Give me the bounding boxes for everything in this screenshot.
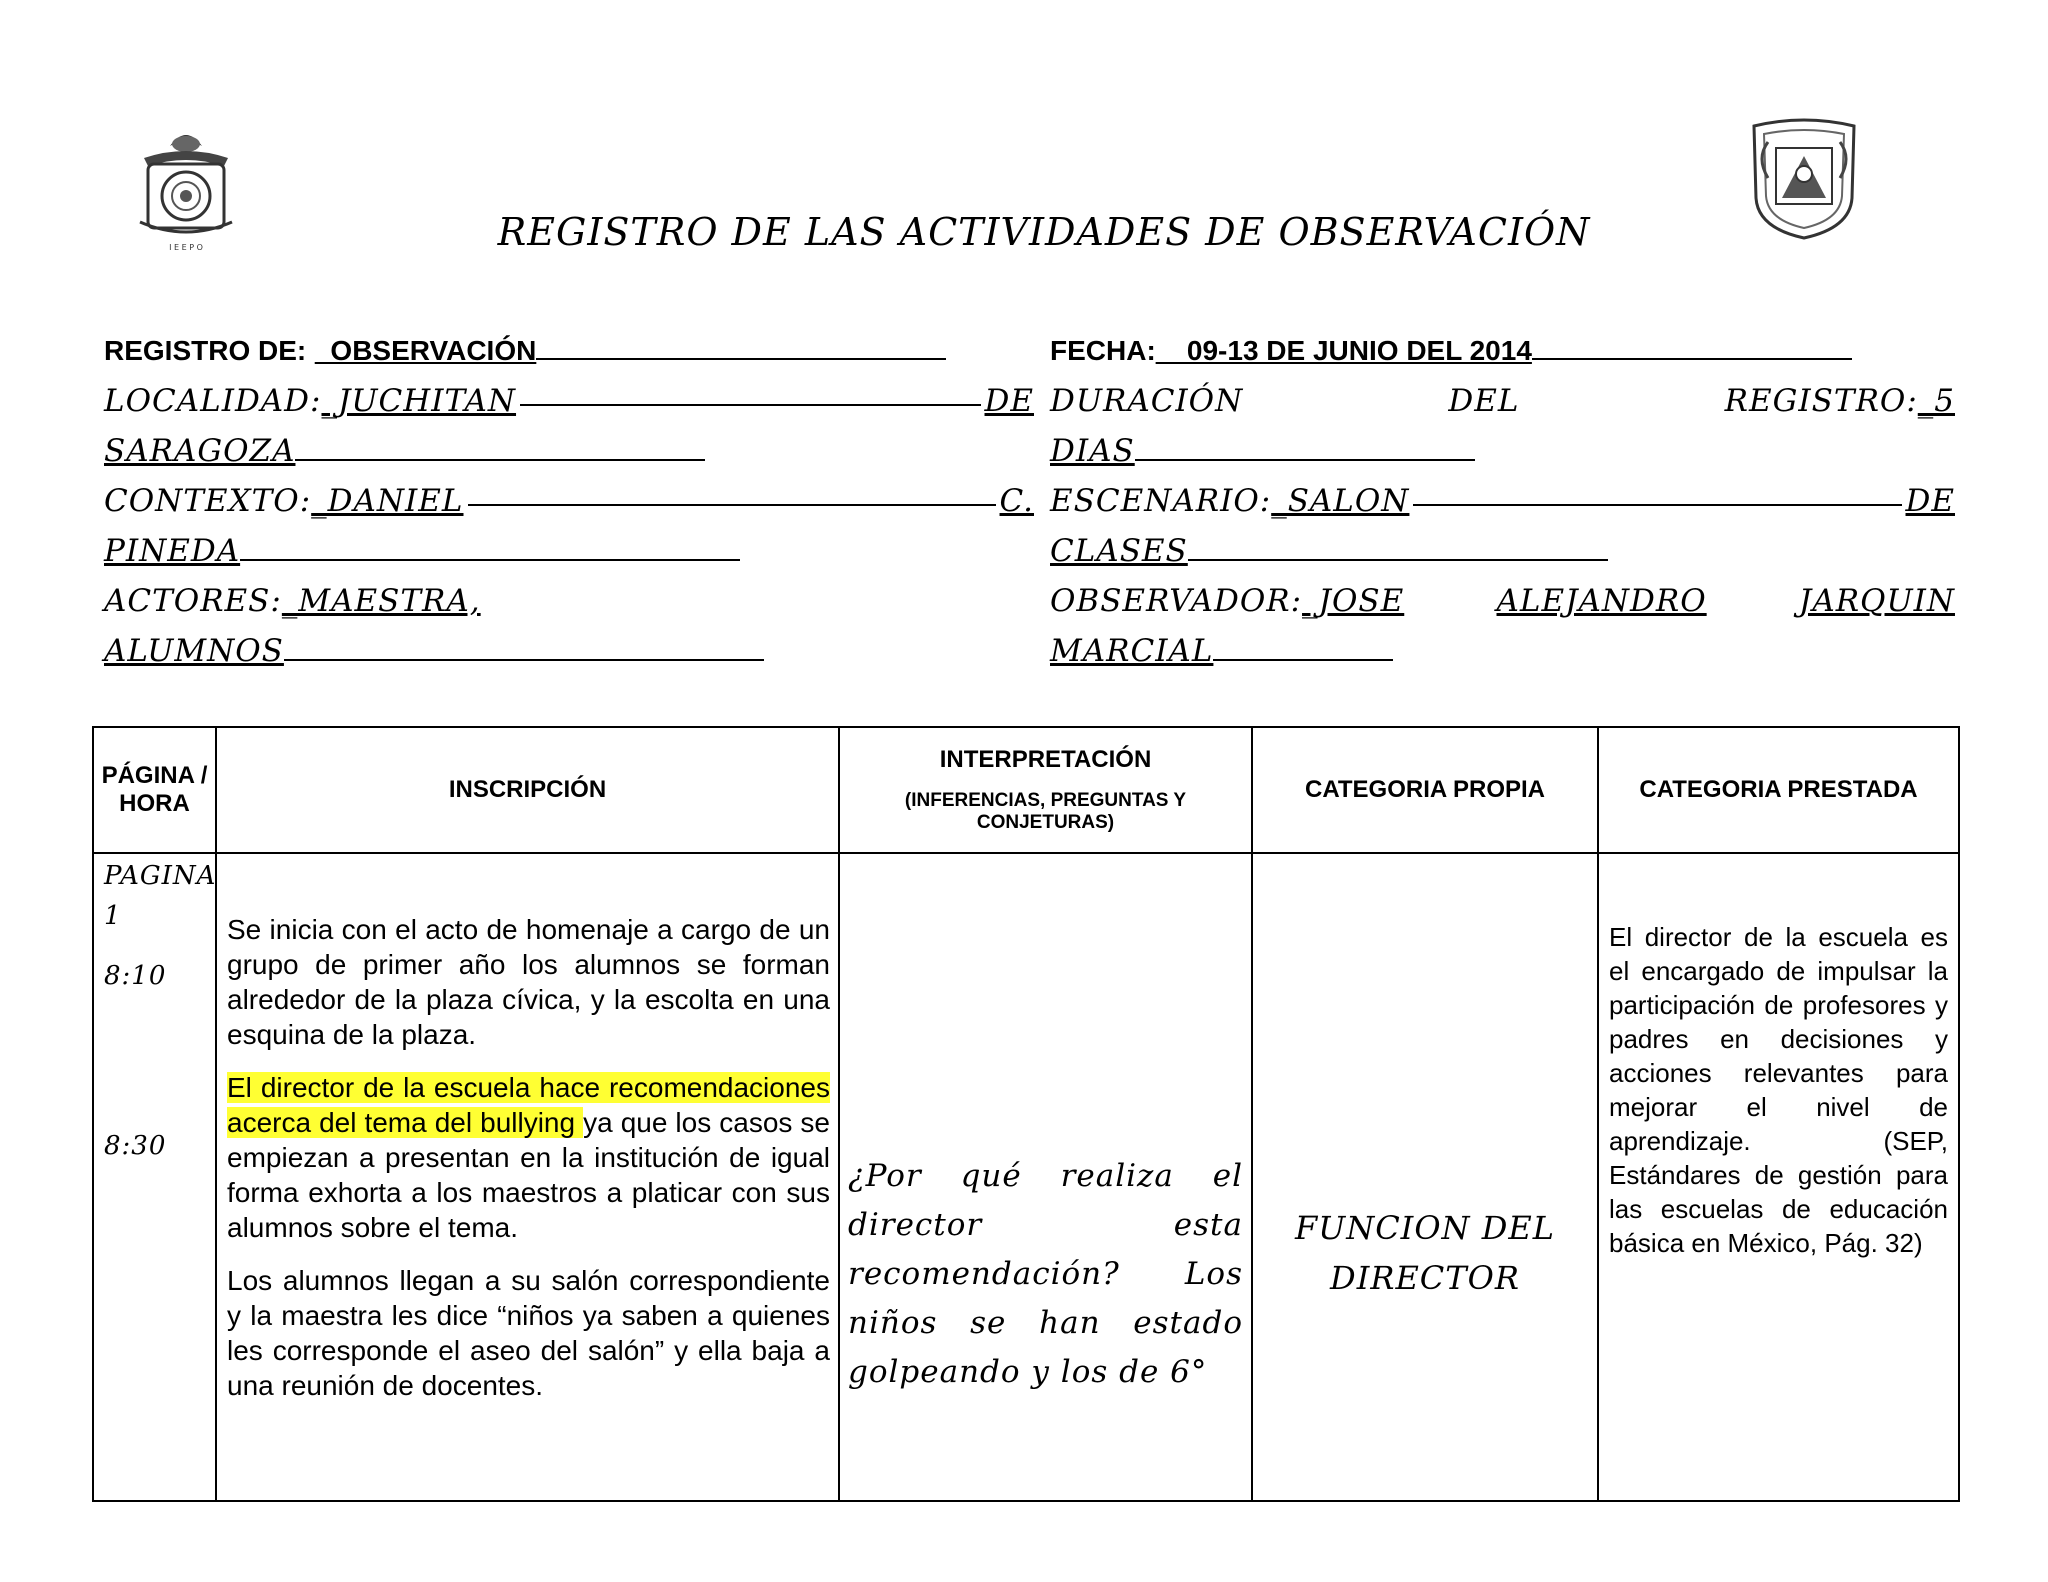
underline: [1532, 330, 1852, 360]
duracion-label-1: DURACIÓN: [1050, 383, 1244, 419]
header-pagina-hora: PÁGINA / HORA: [93, 727, 216, 853]
escenario-value-2: CLASES: [1050, 533, 1188, 569]
duracion-row-2: [1050, 426, 1955, 476]
registro-row: [104, 325, 1034, 376]
header-interpretacion: [839, 727, 1252, 853]
localidad-row: [104, 376, 1034, 426]
header-categoria-propia: CATEGORIA PROPIA: [1252, 727, 1598, 853]
underline: [520, 376, 980, 406]
escenario-row: [1050, 476, 1955, 526]
localidad-value-2: SARAGOZA: [104, 433, 296, 469]
underline: [284, 631, 764, 661]
observador-value-1: _JOSE: [1302, 583, 1405, 619]
duracion-row: [1050, 376, 1955, 426]
cell-categoria-prestada: El director de la escuela es el encargado de impulsar la participación de profesores y padres en decisiones y acciones relevantes para mejorar el nivel de aprendizaje. (SEP, Estándares de gestión para las escuelas de educación básica en México, Pág. 32): [1598, 853, 1959, 1501]
actores-row-2: [104, 626, 1034, 676]
header-interpretacion-title: INTERPRETACIÓN: [939, 746, 1152, 773]
contexto-value: _DANIEL: [311, 483, 464, 519]
header-interpretacion-subtitle: (INFERENCIAS, PREGUNTAS Y CONJETURAS): [904, 790, 1187, 833]
fecha-value: __09-13 DE JUNIO DEL 2014: [1155, 335, 1532, 366]
inscripcion-paragraph-2-rest: ya que los casos se empiezan a presentan en la institución de igual forma exhorta a los maestros a platicar con sus alumnos sobre el tema.: [227, 1107, 830, 1243]
interpretacion-text: ¿Por qué realiza el director esta recomendación? Los niños se han estado golpeando y los de 6°: [848, 1158, 1243, 1390]
inscripcion-paragraph-1: Se inicia con el acto de homenaje a cargo de un grupo de primer año los alumnos se forman alrededor de la plaza cívica, y la escolta en una esquina de la plaza.: [227, 914, 830, 1050]
underline: [536, 330, 946, 360]
contexto-value-c: C.: [999, 483, 1034, 519]
observador-row-2: [1050, 626, 1955, 676]
fecha-row: [1050, 325, 1955, 376]
header-inscripcion: INSCRIPCIÓN: [216, 727, 839, 853]
registro-value: _OBSERVACIÓN: [314, 335, 537, 366]
underline: [468, 476, 996, 506]
highlighted-text: El director de la escuela hace recomendaciones acerca del tema del bullying: [227, 1072, 830, 1138]
contexto-row-2: [104, 526, 1034, 576]
contexto-label: CONTEXTO:: [104, 483, 312, 519]
observador-value-3: JARQUIN: [1798, 583, 1955, 619]
observador-value-2: ALEJANDRO: [1496, 583, 1707, 619]
cell-categoria-propia: [1252, 853, 1598, 1501]
table-header-row: [93, 727, 1959, 853]
localidad-label: LOCALIDAD:: [104, 383, 322, 419]
hora-2: 8:30: [104, 1131, 167, 1161]
escenario-row-2: [1050, 526, 1955, 576]
actores-value: _MAESTRA,: [281, 583, 481, 619]
duracion-label-3: REGISTRO:: [1724, 383, 1918, 419]
observador-label: OBSERVADOR:: [1050, 583, 1303, 619]
escenario-label: ESCENARIO:: [1050, 483, 1272, 519]
meta-right: [1050, 325, 1955, 676]
escenario-value-de: DE: [1905, 483, 1955, 519]
hora-1: 8:10: [104, 961, 167, 991]
actores-label: ACTORES:: [104, 583, 282, 619]
contexto-value-2: PINEDA: [104, 533, 241, 569]
localidad-row-2: [104, 426, 1034, 476]
actores-value-2: ALUMNOS: [104, 633, 284, 669]
duracion-value-2: DIAS: [1050, 433, 1135, 469]
logo-caption: I E E P O: [169, 243, 203, 252]
table-row: [93, 853, 1959, 1501]
categoria-propia-text: FUNCION DEL DIRECTOR: [1295, 1209, 1555, 1297]
localidad-value-de: DE: [984, 383, 1034, 419]
observation-table: [92, 726, 1960, 1502]
underline: [1413, 476, 1901, 506]
underline: [1188, 531, 1608, 561]
cell-inscripcion: [216, 853, 839, 1501]
cell-pagina-hora: [93, 853, 216, 1501]
cell-interpretacion: [839, 853, 1252, 1501]
underline: [240, 531, 740, 561]
meta-left: [104, 325, 1034, 676]
observador-row: [1050, 576, 1955, 626]
actores-row: [104, 576, 1034, 626]
underline: [295, 431, 705, 461]
pagina-number: 1: [104, 901, 122, 931]
duracion-label-2: DEL: [1448, 383, 1520, 419]
header-categoria-prestada: CATEGORIA PRESTADA: [1598, 727, 1959, 853]
document-title: REGISTRO DE LAS ACTIVIDADES DE OBSERVACIÓN: [497, 210, 1591, 254]
underline: [1135, 431, 1475, 461]
escenario-value: _SALON: [1271, 483, 1410, 519]
inscripcion-paragraph-3: Los alumnos llegan a su salón correspondiente y la maestra les dice “niños ya saben a quienes les corresponde el aseo del salón” y ella baja a una reunión de docentes.: [227, 1265, 830, 1401]
duracion-value: _5: [1917, 383, 1955, 419]
underline: [1213, 631, 1393, 661]
pagina-label: PAGINA: [104, 861, 217, 891]
registro-label: REGISTRO DE:: [104, 335, 307, 366]
fecha-label: FECHA:: [1050, 335, 1156, 366]
localidad-value: _JUCHITAN: [321, 383, 517, 419]
observador-value-4: MARCIAL: [1050, 633, 1214, 669]
contexto-row: [104, 476, 1034, 526]
inscripcion-paragraph-2: [227, 1070, 830, 1245]
